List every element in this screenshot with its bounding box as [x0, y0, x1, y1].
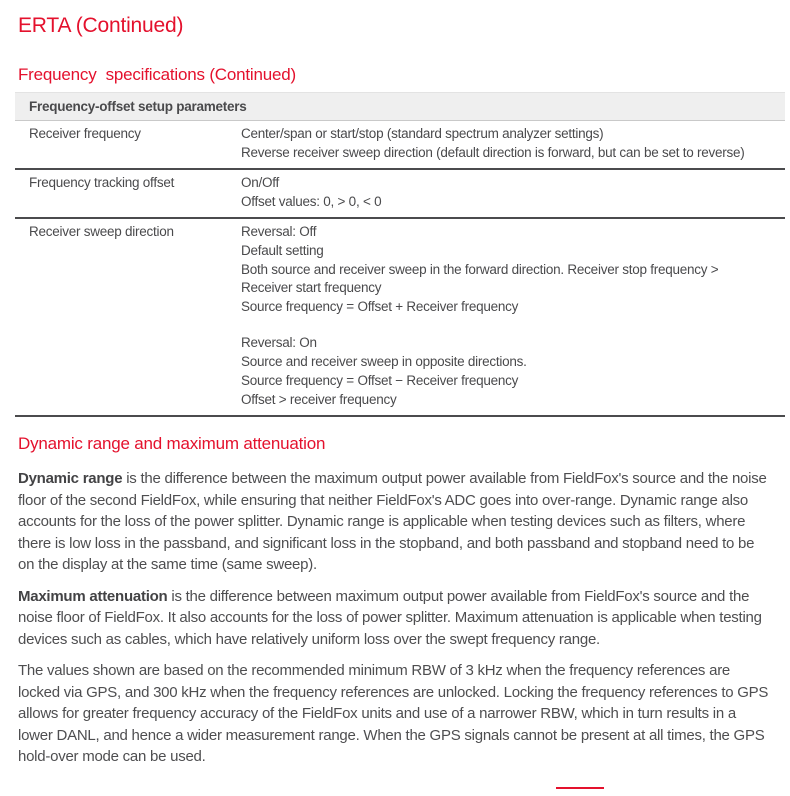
param-value — [241, 125, 785, 163]
reversal-on-block — [241, 334, 767, 409]
param-value — [241, 223, 785, 410]
frequency-offset-table — [15, 92, 785, 417]
value-line: Offset > receiver frequency — [241, 392, 397, 407]
table-row-receiver-frequency — [15, 121, 785, 170]
value-line: Reversal: Off — [241, 224, 317, 239]
param-label: Receiver frequency — [29, 126, 141, 141]
paragraph-body: The values shown are based on the recommended minimum RBW of 3 kHz when the frequency references are locked via GPS, and 300 kHz when the frequency references are unlocked. Locking the frequency references to GPS allows for greater frequency accuracy of the FieldFox units and use of a narrower RBW, which in turn results in a lower DANL, and hence a wider measurement range. When the GPS signals cannot be present at all times, the GPS hold-over mode can be used. — [18, 662, 769, 765]
table-row-receiver-sweep-direction — [15, 219, 785, 417]
paragraph-lead: Dynamic range — [18, 470, 123, 487]
value-line: Default setting — [241, 243, 324, 258]
table-header-row: Frequency-offset setup parameters — [15, 92, 785, 121]
value-line: Center/span or start/stop (standard spectrum analyzer settings) — [241, 126, 604, 141]
page-title: ERTA (Continued) — [18, 14, 184, 37]
paragraph-maximum-attenuation — [18, 586, 773, 651]
value-line: Offset values: 0, > 0, < 0 — [241, 194, 382, 209]
paragraph-body: is the difference between maximum output power available from FieldFox's source and the noise floor of FieldFox. It also accounts for the loss of power splitter. Maximum attenuation is applicable when testing devices such as cables, which have relatively uniform loss over the swept frequency range. — [18, 587, 762, 648]
value-line: Reversal: On — [241, 335, 317, 350]
value-line: Both source and receiver sweep in the forward direction. Receiver stop frequency > Receiver start frequency — [241, 262, 719, 295]
reversal-off-block — [241, 223, 767, 316]
frequency-specs-heading: Frequency specifications (Continued) — [18, 65, 296, 84]
paragraph-dynamic-range — [18, 468, 773, 576]
param-label: Receiver sweep direction — [29, 224, 174, 239]
value-line: Source frequency = Offset + Receiver frequency — [241, 299, 519, 314]
value-line: Source and receiver sweep in opposite directions. — [241, 354, 527, 369]
paragraph-lead: Maximum attenuation — [18, 587, 168, 605]
param-label: Frequency tracking offset — [29, 175, 175, 190]
value-line: Source frequency = Offset − Receiver frequency — [241, 373, 519, 388]
body-text — [18, 468, 773, 768]
param-value — [241, 174, 785, 212]
table-row-frequency-tracking-offset — [15, 170, 785, 219]
footer-red-rule — [556, 787, 604, 789]
paragraph-rbw-gps — [18, 660, 773, 768]
value-line: Reverse receiver sweep direction (default direction is forward, but can be set to reverse) — [241, 145, 745, 160]
paragraph-body: is the difference between the maximum output power available from FieldFox's source and the noise floor of the second FieldFox, while ensuring that neither FieldFox's ADC goes into over-range. Dynamic range also accounts for the loss of the power splitter. Dynamic range is applicable when testing devices such as filters, where there is low loss in the passband, and significant loss in the stopband, and both passband and stopband need to be on the display at the same time (same sweep). — [18, 470, 767, 573]
value-line: On/Off — [241, 175, 280, 190]
dynamic-range-heading: Dynamic range and maximum attenuation — [18, 434, 326, 453]
